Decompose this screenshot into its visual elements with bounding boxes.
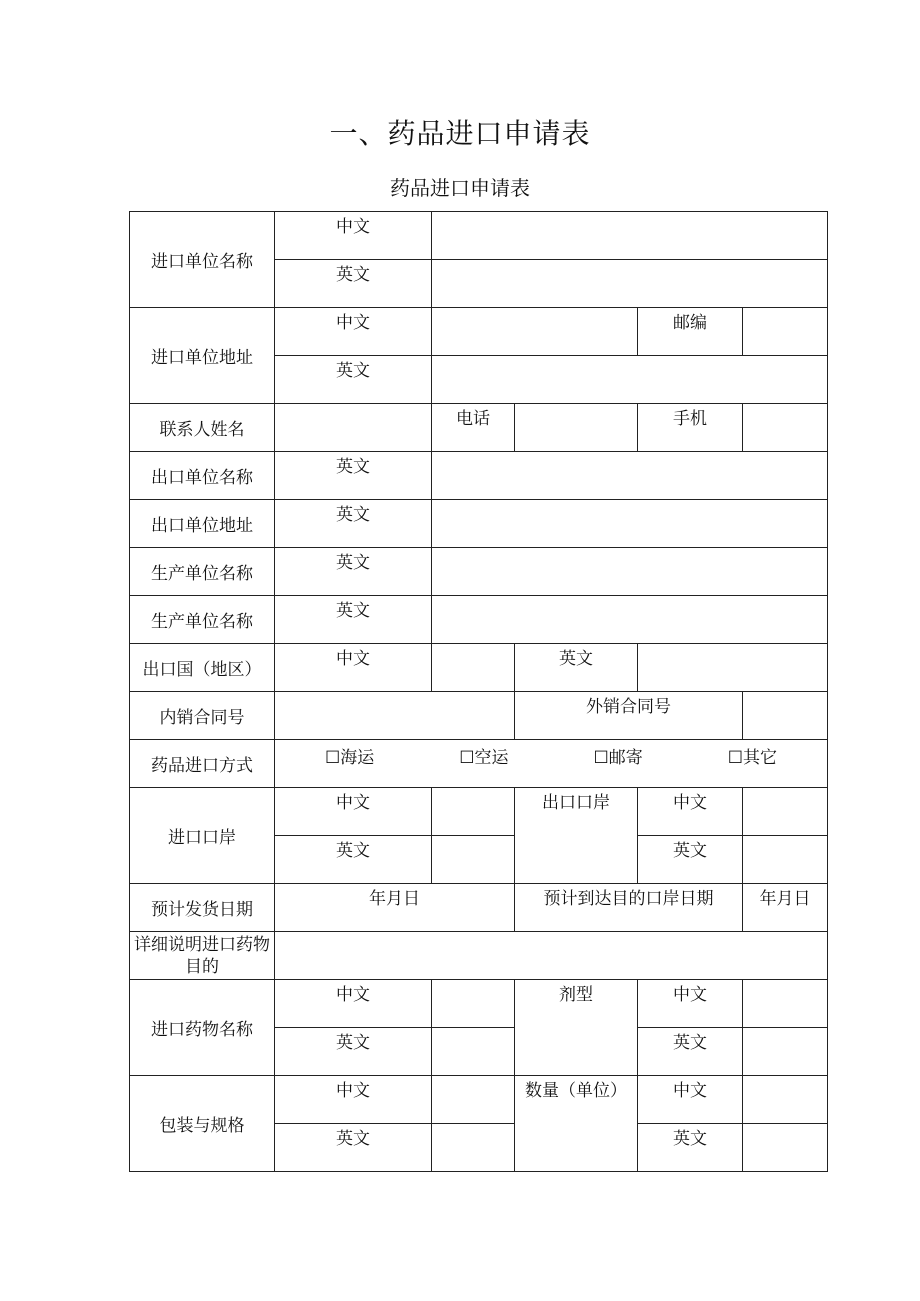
checkbox-post[interactable]: ☐邮寄 — [593, 747, 643, 768]
input-packaging-zh[interactable] — [432, 1076, 515, 1124]
checkbox-other[interactable]: ☐其它 — [727, 747, 777, 768]
label-contact-name: 联系人姓名 — [130, 404, 275, 452]
input-import-unit-name-zh[interactable] — [432, 212, 828, 260]
label-ship-date: 预计发货日期 — [130, 884, 275, 932]
checkbox-sea[interactable]: ☐海运 — [325, 747, 375, 768]
label-en: 英文 — [275, 500, 432, 548]
label-en: 英文 — [275, 548, 432, 596]
input-packaging-en[interactable] — [432, 1124, 515, 1172]
input-phone[interactable] — [515, 404, 638, 452]
input-mobile[interactable] — [743, 404, 828, 452]
label-en: 英文 — [275, 836, 432, 884]
label-en: 英文 — [275, 260, 432, 308]
input-import-port-en[interactable] — [432, 836, 515, 884]
label-producer-name: 生产单位名称 — [130, 548, 275, 596]
page-heading: 一、药品进口申请表 — [329, 117, 591, 150]
label-en: 英文 — [638, 1028, 743, 1076]
import-application-form — [129, 211, 828, 1172]
input-arrival-date[interactable]: 年月日 — [743, 884, 828, 932]
label-zh: 中文 — [275, 980, 432, 1028]
input-export-address-en[interactable] — [432, 500, 828, 548]
input-foreign-contract[interactable] — [743, 692, 828, 740]
label-import-port: 进口口岸 — [130, 788, 275, 884]
input-quantity-en[interactable] — [743, 1124, 828, 1172]
label-zh: 中文 — [275, 308, 432, 356]
label-purpose: 详细说明进口药物目的 — [130, 932, 275, 980]
label-zh: 中文 — [275, 212, 432, 260]
label-phone: 电话 — [432, 404, 515, 452]
label-export-port: 出口口岸 — [515, 788, 638, 884]
label-en: 英文 — [275, 356, 432, 404]
label-en: 英文 — [275, 452, 432, 500]
label-zh: 中文 — [638, 1076, 743, 1124]
label-zh: 中文 — [275, 1076, 432, 1124]
input-drug-name-zh[interactable] — [432, 980, 515, 1028]
label-mobile: 手机 — [638, 404, 743, 452]
input-drug-name-en[interactable] — [432, 1028, 515, 1076]
input-domestic-contract[interactable] — [275, 692, 515, 740]
label-packaging: 包装与规格 — [130, 1076, 275, 1172]
input-purpose[interactable] — [275, 932, 828, 980]
label-zh: 中文 — [275, 788, 432, 836]
label-drug-name: 进口药物名称 — [130, 980, 275, 1076]
input-ship-date[interactable]: 年月日 — [275, 884, 515, 932]
input-producer-name-2-en[interactable] — [432, 596, 828, 644]
label-quantity: 数量（单位） — [515, 1076, 638, 1172]
input-contact-name[interactable] — [275, 404, 432, 452]
input-dosage-form-zh[interactable] — [743, 980, 828, 1028]
input-postcode[interactable] — [743, 308, 828, 356]
label-import-unit-name: 进口单位名称 — [130, 212, 275, 308]
label-postcode: 邮编 — [638, 308, 743, 356]
input-producer-name-1-en[interactable] — [432, 548, 828, 596]
label-producer-name: 生产单位名称 — [130, 596, 275, 644]
label-en: 英文 — [275, 1124, 432, 1172]
label-domestic-contract: 内销合同号 — [130, 692, 275, 740]
label-en: 英文 — [638, 1124, 743, 1172]
checkbox-air[interactable]: ☐空运 — [459, 747, 509, 768]
input-import-address-zh[interactable] — [432, 308, 638, 356]
input-export-country-en[interactable] — [638, 644, 828, 692]
label-en: 英文 — [515, 644, 638, 692]
label-en: 英文 — [638, 836, 743, 884]
label-zh: 中文 — [275, 644, 432, 692]
label-export-unit-name: 出口单位名称 — [130, 452, 275, 500]
label-foreign-contract: 外销合同号 — [515, 692, 743, 740]
label-en: 英文 — [275, 1028, 432, 1076]
label-export-country: 出口国（地区） — [130, 644, 275, 692]
input-import-unit-name-en[interactable] — [432, 260, 828, 308]
input-import-address-en[interactable] — [432, 356, 828, 404]
input-quantity-zh[interactable] — [743, 1076, 828, 1124]
label-import-unit-address: 进口单位地址 — [130, 308, 275, 404]
input-export-country-zh[interactable] — [432, 644, 515, 692]
input-export-unit-name-en[interactable] — [432, 452, 828, 500]
input-export-port-zh[interactable] — [743, 788, 828, 836]
input-dosage-form-en[interactable] — [743, 1028, 828, 1076]
label-en: 英文 — [275, 596, 432, 644]
input-export-port-en[interactable] — [743, 836, 828, 884]
input-import-port-zh[interactable] — [432, 788, 515, 836]
import-method-options — [275, 740, 828, 788]
label-export-unit-address: 出口单位地址 — [130, 500, 275, 548]
label-arrival-date: 预计到达目的口岸日期 — [515, 884, 743, 932]
form-title: 药品进口申请表 — [390, 176, 530, 200]
label-zh: 中文 — [638, 980, 743, 1028]
label-dosage-form: 剂型 — [515, 980, 638, 1076]
label-import-method: 药品进口方式 — [130, 740, 275, 788]
label-zh: 中文 — [638, 788, 743, 836]
